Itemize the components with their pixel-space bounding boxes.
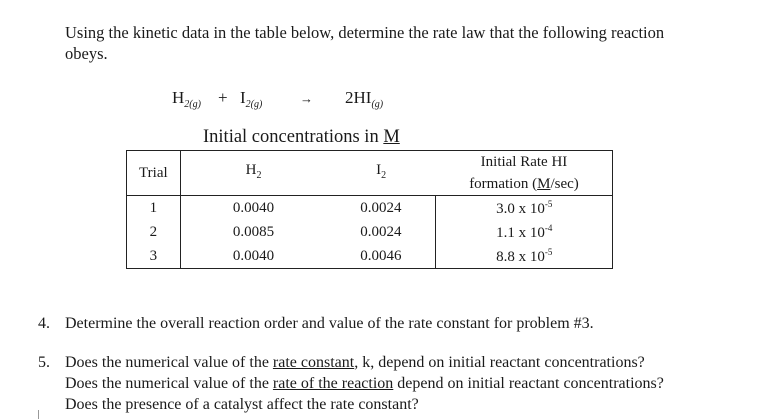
cell-h2: 0.0040 (232, 199, 275, 216)
cell-i2: 0.0024 (360, 223, 402, 240)
cell-rate: 3.0 x $10^{-5}$ (436, 196, 613, 221)
header-trial: Trial (127, 151, 181, 196)
reaction-arrow-icon: → (300, 91, 313, 106)
cell-trial: 1 (127, 196, 181, 221)
table-row (127, 244, 613, 269)
question-line: Does the numerical value of the rate of the reaction depend on initial reactant concentrations? (65, 375, 664, 392)
table-header-row (127, 151, 613, 196)
rate-constant-term: rate constant (272, 354, 355, 371)
question-line: Does the numerical value of the rate constant, k, depend on initial reactant concentrations? (65, 354, 645, 371)
equation-product-hi: $2HI_{(g)}$ (345, 88, 384, 110)
cell-i2: 0.0046 (360, 247, 402, 264)
rate-of-reaction-term: rate of the reaction (272, 375, 394, 392)
cell-h2: 0.0040 (232, 247, 275, 264)
question-number: 5. (38, 354, 50, 371)
cell-trial: 2 (127, 220, 181, 244)
table-caption: Initial concentrations in M (203, 127, 400, 147)
kinetic-data-table (126, 150, 613, 269)
cell-h2: 0.0085 (232, 223, 275, 240)
equation-reactant-i2: $I_{2(g)}$ (240, 88, 263, 110)
cell-rate: 1.1 x $10^{-4}$ (436, 220, 613, 244)
molarity-unit: M (383, 127, 400, 147)
intro-paragraph: Using the kinetic data in the table below, determine the rate law that the following reaction obeys. (65, 23, 665, 63)
table-row (127, 220, 613, 244)
question-number: 4. (38, 315, 50, 332)
text-cursor (38, 410, 39, 419)
question-text: Determine the overall reaction order and value of the rate constant for problem #3. (65, 315, 594, 332)
question-line: Does the presence of a catalyst affect the rate constant? (65, 396, 419, 413)
cell-trial: 3 (127, 244, 181, 269)
header-i2: $I_2$ (326, 151, 436, 196)
question-text (65, 352, 760, 415)
table-row (127, 196, 613, 221)
equation-reactant-h2: $H_{2(g)}$ (172, 88, 201, 110)
cell-rate: 8.8 x $10^{-5}$ (436, 244, 613, 269)
header-initial-rate: Initial Rate HI formation (M/sec) (436, 151, 613, 196)
cell-i2: 0.0024 (360, 199, 402, 216)
header-h2: $H_2$ (180, 151, 326, 196)
equation-plus: + (218, 88, 228, 107)
